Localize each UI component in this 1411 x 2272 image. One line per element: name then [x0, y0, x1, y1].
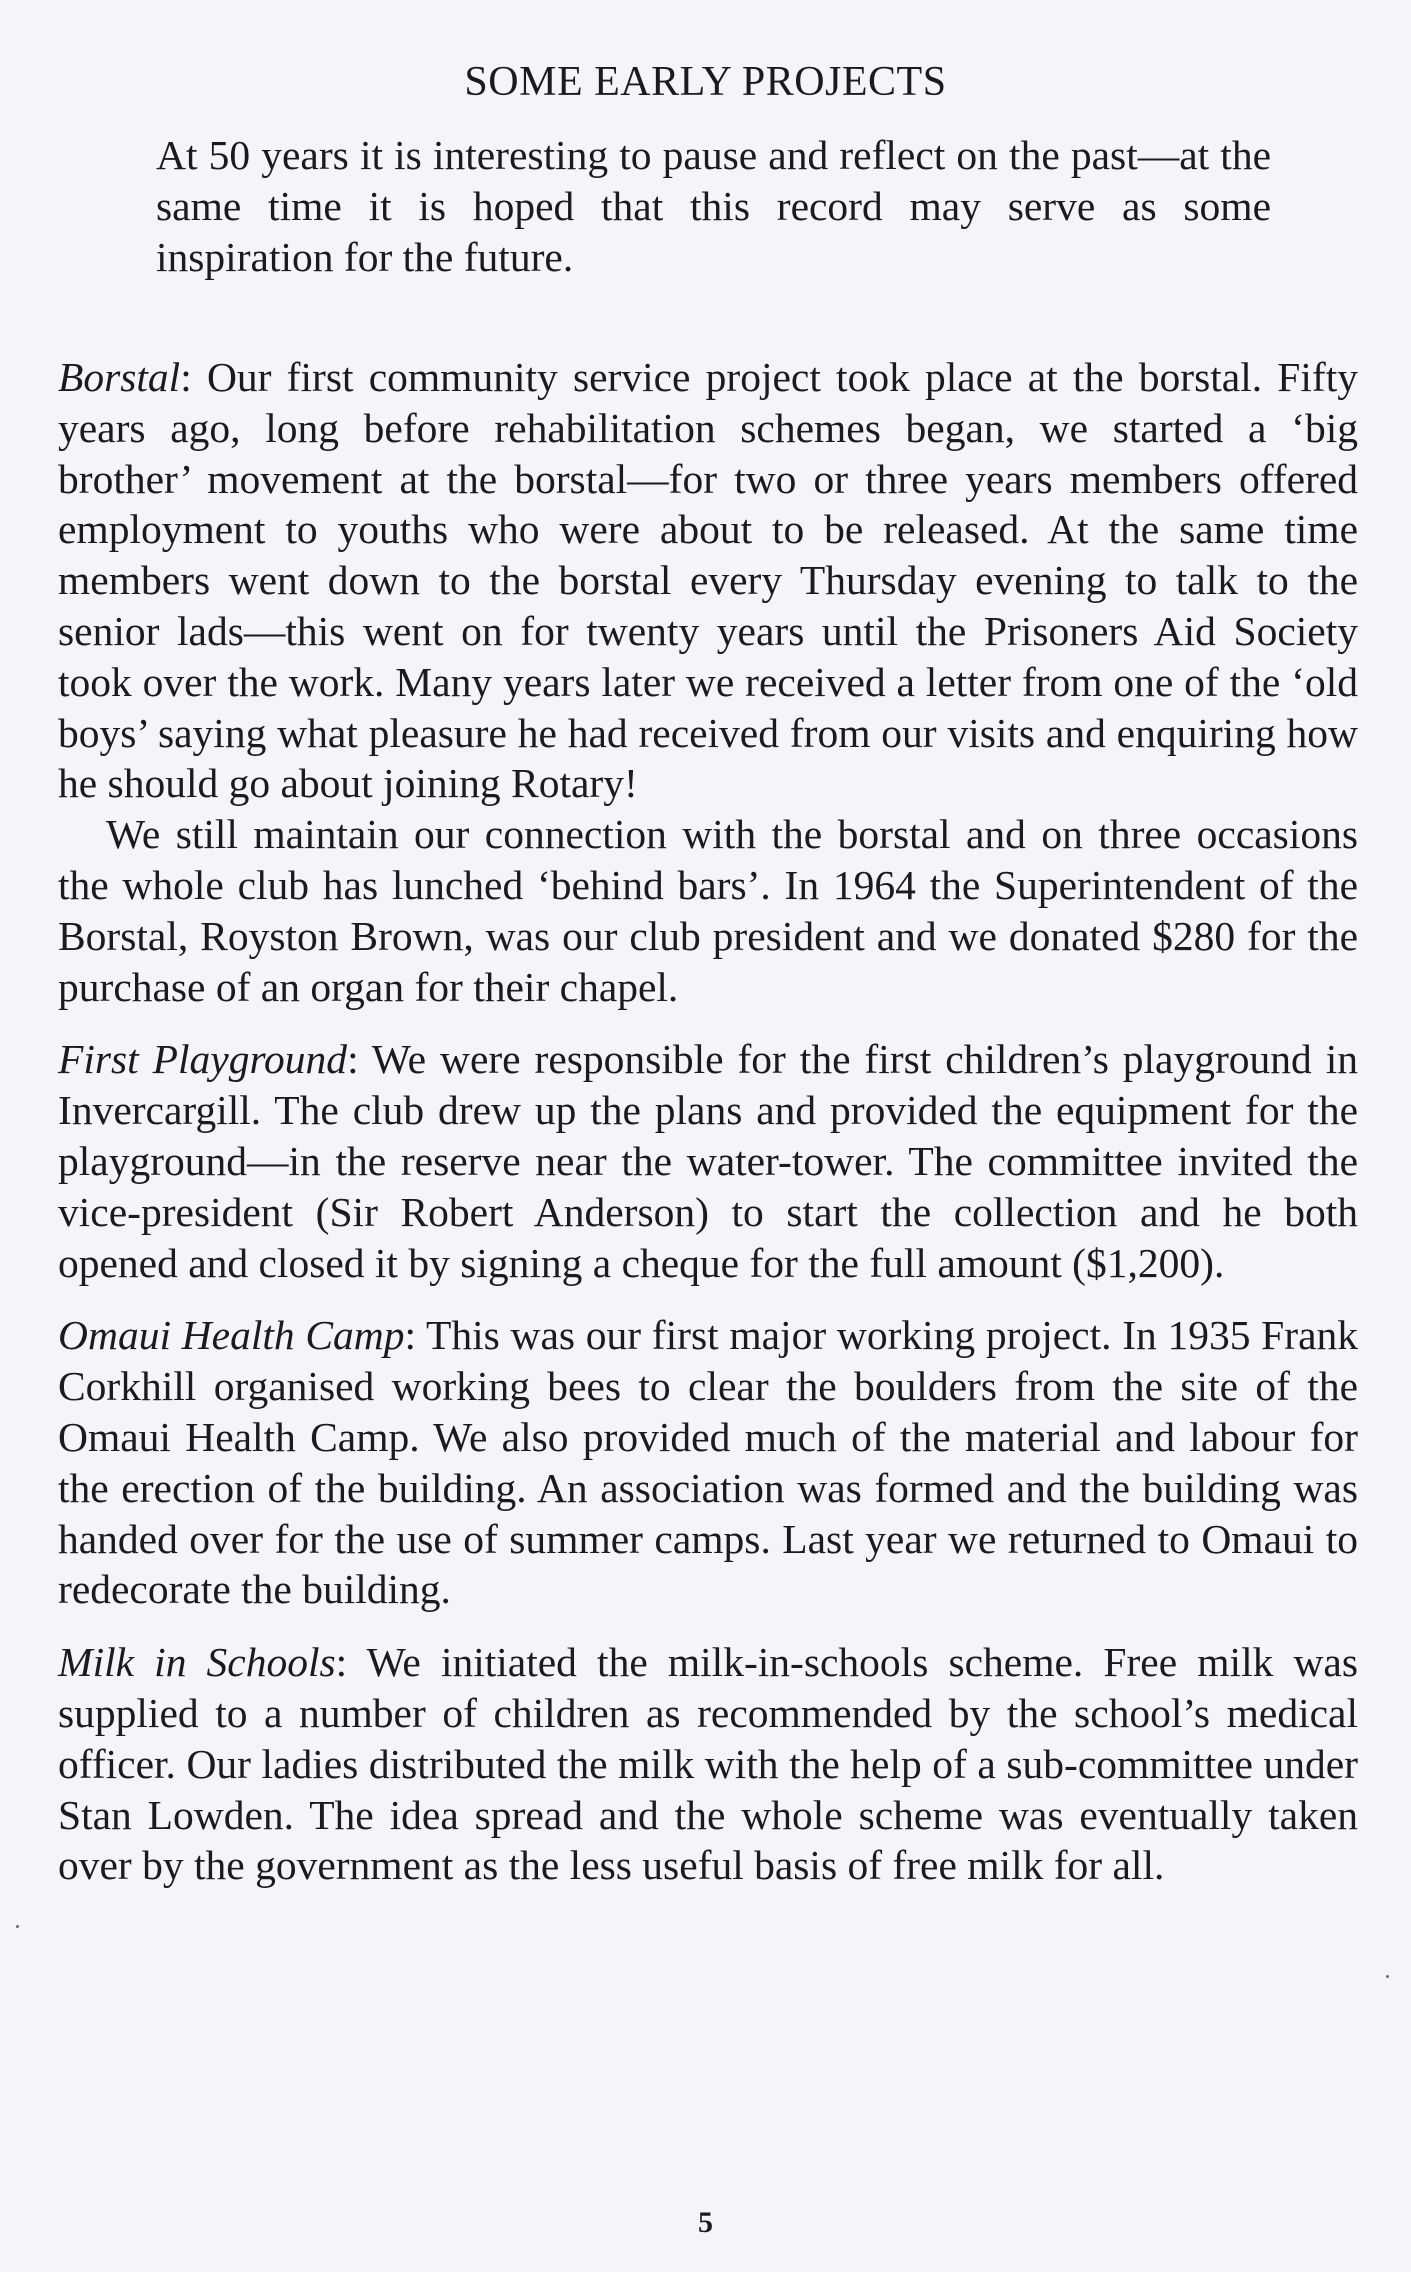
article-body	[58, 352, 1358, 1891]
section-borstal: Borstal: Our first community service project took place at the borstal. Fifty years ago, long before rehabilitation schemes began, we started a ‘big brother’ movement at the borstal—for two or three years members offered employment to youths who were about to be released. At the same time members went down to the borstal every Thursday evening to talk to the senior lads—this went on for twenty years until the Prisoners Aid Society took over the work. Many years later we received a letter from one of the ‘old boys’ saying what pleasure he had received from our visits and enquiring how he should go about joining Rotary!	[58, 354, 1359, 807]
section-borstal-text-2: We still maintain our connection with the borstal and on three occasions the whole club has lunched ‘behind bars’. In 1964 the Superintendent of the Borstal, Royston Brown, was our club president and we donated $280 for the purchase of an organ for their chapel.	[58, 811, 1358, 1010]
section-milk-in-schools: Milk in Schools: We initiated the milk-in-schools scheme. Free milk was supplied to a number of children as recommended by the school’s medical officer. Our ladies distributed the milk with the help of a sub-committee under Stan Lowden. The idea spread and the whole scheme was eventually taken over by the government as the less useful basis of free milk for all.	[58, 1639, 1358, 1889]
paper-speck	[16, 1925, 19, 1928]
section-milk-in-schools-text: We initiated the milk-in-schools scheme. Free milk was supplied to a number of children as recommended by the school’s medical officer. Our ladies distributed the milk with the help of a sub-committee under Stan Lowden. The idea spread and the whole scheme was eventually taken over by the government as the less useful basis of free milk for all.	[58, 1639, 1358, 1889]
section-first-playground: First Playground: We were responsible for the first children’s playground in Invercargill. The club drew up the plans and provided the equipment for the playground—in the reserve near the water-tower. The committee invited the vice-president (Sir Robert Anderson) to start the collection and he both opened and closed it by signing a cheque for the full amount ($1,200).	[58, 1036, 1359, 1286]
section-omaui-health-camp-text: This was our first major working project. In 1935 Frank Corkhill organised working bees to clear the boulders from the site of the Omaui Health Camp. We also provided much of the material and labour for the erection of the building. An association was formed and the building was handed over for the use of summer camps. Last year we returned to Omaui to redecorate the building.	[58, 1312, 1359, 1613]
section-borstal-paragraph-2	[58, 809, 1358, 1012]
section-heading-borstal: Borstal	[58, 354, 181, 400]
section-heading-omaui-health-camp: Omaui Health Camp	[58, 1312, 405, 1359]
paper-speck	[1386, 1975, 1389, 1978]
section-omaui-health-camp: Omaui Health Camp: This was our first major working project. In 1935 Frank Corkhill organised working bees to clear the boulders from the site of the Omaui Health Camp. We also provided much of the material and labour for the erection of the building. An association was formed and the building was handed over for the use of summer camps. Last year we returned to Omaui to redecorate the building.	[58, 1312, 1359, 1613]
page-number: 5	[698, 2206, 713, 2239]
section-heading-milk-in-schools: Milk in Schools	[58, 1639, 336, 1686]
section-first-playground-text: We were responsible for the first children’s playground in Invercargill. The club drew up the plans and provided the equipment for the playground—in the reserve near the water-tower. The committee invited the vice-president (Sir Robert Anderson) to start the collection and he both opened and closed it by signing a cheque for the full amount ($1,200).	[58, 1036, 1359, 1286]
section-borstal-text-1: Our first community service project took place at the borstal. Fifty years ago, long before rehabilitation schemes began, we started a ‘big brother’ movement at the borstal—for two or three years members offered employment to youths who were about to be released. At the same time members went down to the borstal every Thursday evening to talk to the senior lads—this went on for twenty years until the Prisoners Aid Society took over the work. Many years later we received a letter from one of the ‘old boys’ saying what pleasure he had received from our visits and enquiring how he should go about joining Rotary!	[58, 354, 1359, 807]
page-title: SOME EARLY PROJECTS	[464, 59, 947, 105]
section-heading-first-playground: First Playground	[58, 1036, 348, 1083]
intro-paragraph: At 50 years it is interesting to pause and reflect on the past—at the same time it is hoped that this record may serve as some inspiration for the future.	[156, 132, 1271, 280]
